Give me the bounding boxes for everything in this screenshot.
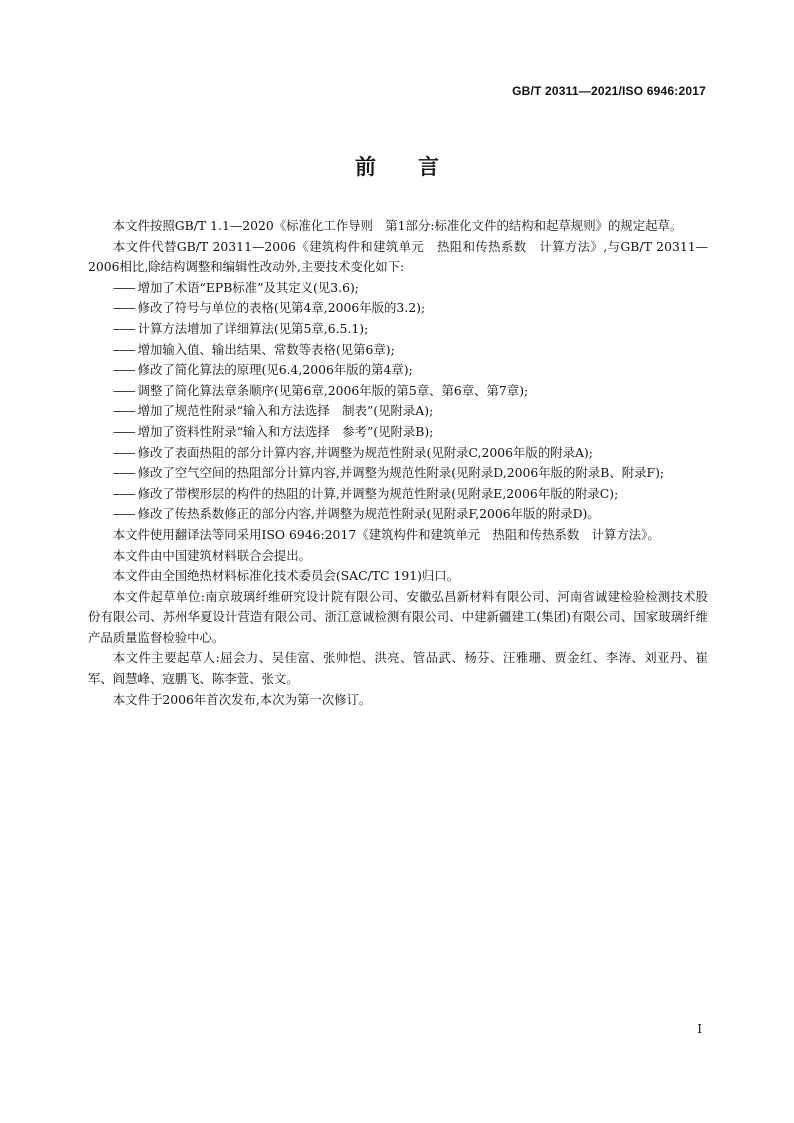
list-dash: —— [112, 341, 134, 357]
standard-number: GB/T 20311—2021/ISO 6946:2017 [512, 84, 706, 98]
list-item-text: 修改了简化算法的原理(见6.4,2006年版的第4章); [137, 362, 413, 378]
list-item-text: 修改了表面热阻的部分计算内容,并调整为规范性附录(见附录C,2006年版的附录A); [137, 444, 593, 460]
paragraph: 本文件由中国建筑材料联合会提出。 [112, 547, 312, 563]
list-item-text: 修改了空气空间的热阻部分计算内容,并调整为规范性附录(见附录D,2006年版的附录B、附录F); [137, 465, 665, 481]
list-dash: —— [112, 485, 134, 501]
change-list [88, 278, 708, 525]
list-item [88, 360, 708, 381]
list-item-text: 调整了简化算法章条顺序(见第6章,2006年版的第5章、第6章、第7章); [137, 382, 529, 398]
list-item [88, 278, 708, 299]
list-dash: —— [112, 279, 134, 295]
list-item [88, 401, 708, 422]
list-item-text: 增加输入值、输出结果、常数等表格(见第6章); [137, 341, 395, 357]
list-item [88, 298, 708, 319]
list-item [88, 381, 708, 402]
list-item [88, 504, 708, 525]
list-dash: —— [112, 465, 134, 481]
paragraph: 本文件代替GB/T 20311—2006《建筑构件和建筑单元 热阻和传热系数 计算方法》,与GB/T 20311—2006相比,除结构调整和编辑性改动外,主要技术变化如下: [88, 238, 708, 275]
list-dash: —— [112, 506, 134, 522]
list-dash: —— [112, 300, 134, 316]
foreword-body [88, 216, 708, 710]
paragraph: 本文件于2006年首次发布,本次为第一次修订。 [112, 691, 372, 707]
list-item [88, 463, 708, 484]
list-item [88, 484, 708, 505]
list-dash: —— [112, 423, 134, 439]
list-item-text: 修改了传热系数修正的部分内容,并调整为规范性附录(见附录F,2006年版的附录D)。 [137, 506, 600, 522]
list-item-text: 增加了规范性附录“输入和方法选择 制表”(见附录A); [137, 403, 434, 419]
list-dash: —— [112, 444, 134, 460]
list-dash: —— [112, 403, 134, 419]
list-dash: —— [112, 362, 134, 378]
list-item [88, 422, 708, 443]
page-title: 前言 [355, 154, 481, 179]
list-item-text: 增加了资料性附录“输入和方法选择 参考”(见附录B); [137, 423, 434, 439]
list-item-text: 修改了符号与单位的表格(见第4章,2006年版的3.2); [137, 300, 426, 316]
list-item-text: 计算方法增加了详细算法(见第5章,6.5.1); [137, 320, 369, 336]
list-dash: —— [112, 320, 134, 336]
list-item [88, 319, 708, 340]
paragraph: 本文件按照GB/T 1.1—2020《标准化工作导则 第1部分:标准化文件的结构和起草规则》的规定起草。 [112, 218, 683, 233]
paragraph: 本文件起草单位:南京玻璃纤维研究设计院有限公司、安徽弘昌新材料有限公司、河南省诚建检验检测技术股份有限公司、苏州华夏设计营造有限公司、浙江意诚检测有限公司、中建新疆建工(集团)有限公司、国家玻璃纤维产品质量监督检验中心。 [88, 588, 708, 645]
list-item [88, 443, 708, 464]
paragraph: 本文件由全国绝热材料标准化技术委员会(SAC/TC 191)归口。 [112, 568, 460, 584]
list-item-text: 增加了术语“EPB标准”及其定义(见3.6); [137, 279, 359, 295]
list-item-text: 修改了带楔形层的构件的热阻的计算,并调整为规范性附录(见附录E,2006年版的附录C); [137, 485, 619, 501]
list-dash: —— [112, 382, 134, 398]
paragraph: 本文件使用翻译法等同采用ISO 6946:2017《建筑构件和建筑单元 热阻和传热系数 计算方法》。 [112, 526, 660, 542]
list-item [88, 340, 708, 361]
page-number: I [697, 1022, 702, 1036]
paragraph: 本文件主要起草人:屈会力、吴佳富、张帅恺、洪亮、管品武、杨芬、汪雅珊、贾金红、李涛、刘亚丹、崔军、阎慧峰、寇鹏飞、陈李萱、张文。 [88, 650, 708, 687]
